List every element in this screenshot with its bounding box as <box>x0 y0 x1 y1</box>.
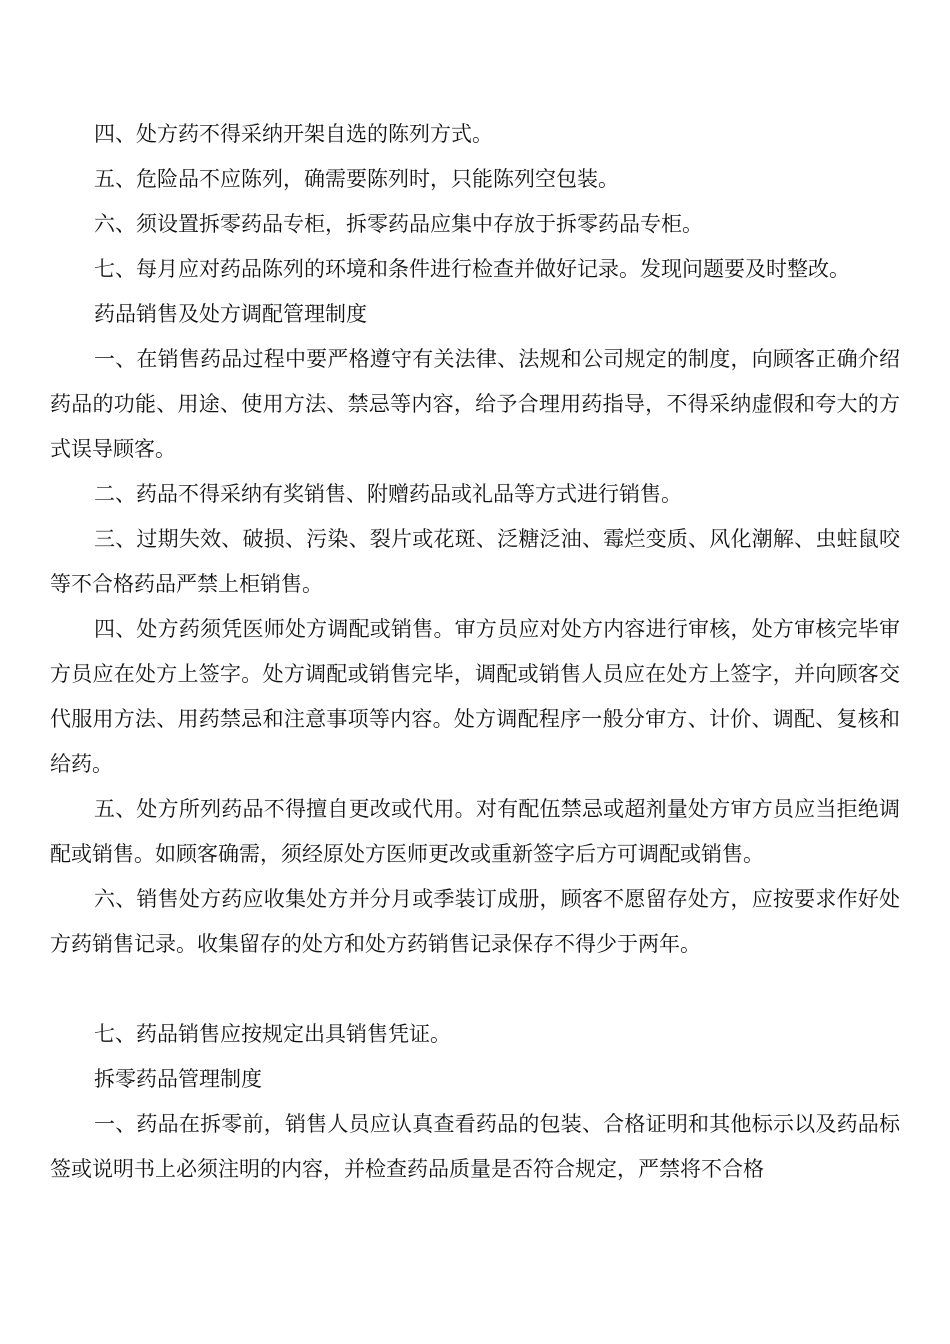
section-heading-split: 拆零药品管理制度 <box>94 1067 262 1091</box>
paragraph-display-rule-5: 五、危险品不应陈列，确需要陈列时，只能陈列空包装。 <box>94 167 619 191</box>
paragraph-sales-rule-1: 一、在销售药品过程中要严格遵守有关法律、法规和公司规定的制度，向顾客正确介绍药品的功能、用途、使用方法、禁忌等内容，给予合理用药指导，不得采纳虚假和夸大的方式误导顾客。 <box>50 347 900 461</box>
paragraph-sales-rule-2: 二、药品不得采纳有奖销售、附赠药品或礼品等方式进行销售。 <box>94 482 682 506</box>
document-body <box>50 112 900 1192</box>
paragraph-sales-rule-4: 四、处方药须凭医师处方调配或销售。审方员应对处方内容进行审核，处方审核完毕审方员应在处方上签字。处方调配或销售完毕，调配或销售人员应在处方上签字，并向顾客交代服用方法、用药禁忌和注意事项等内容。处方调配程序一般分审方、计价、调配、复核和给药。 <box>50 617 900 776</box>
paragraph-split-rule-1: 一、药品在拆零前，销售人员应认真查看药品的包装、合格证明和其他标示以及药品标签或说明书上必须注明的内容，并检查药品质量是否符合规定，严禁将不合格 <box>50 1112 900 1181</box>
paragraph-sales-rule-5: 五、处方所列药品不得擅自更改或代用。对有配伍禁忌或超剂量处方审方员应当拒绝调配或销售。如顾客确需，须经原处方医师更改或重新签字后方可调配或销售。 <box>50 797 900 866</box>
paragraph-sales-rule-6: 六、销售处方药应收集处方并分月或季装订成册，顾客不愿留存处方，应按要求作好处方药销售记录。收集留存的处方和处方药销售记录保存不得少于两年。 <box>50 887 900 956</box>
paragraph-display-rule-4: 四、处方药不得采纳开架自选的陈列方式。 <box>94 122 493 146</box>
section-heading-sales: 药品销售及处方调配管理制度 <box>94 302 367 326</box>
paragraph-sales-rule-7: 七、药品销售应按规定出具销售凭证。 <box>94 1022 451 1046</box>
paragraph-sales-rule-3: 三、过期失效、破损、污染、裂片或花斑、泛糖泛油、霉烂变质、风化潮解、虫蛀鼠咬等不合格药品严禁上柜销售。 <box>50 527 900 596</box>
paragraph-display-rule-6: 六、须设置拆零药品专柜，拆零药品应集中存放于拆零药品专柜。 <box>94 212 703 236</box>
blank-line <box>50 967 900 1012</box>
paragraph-display-rule-7: 七、每月应对药品陈列的环境和条件进行检查并做好记录。发现问题要及时整改。 <box>94 257 850 281</box>
